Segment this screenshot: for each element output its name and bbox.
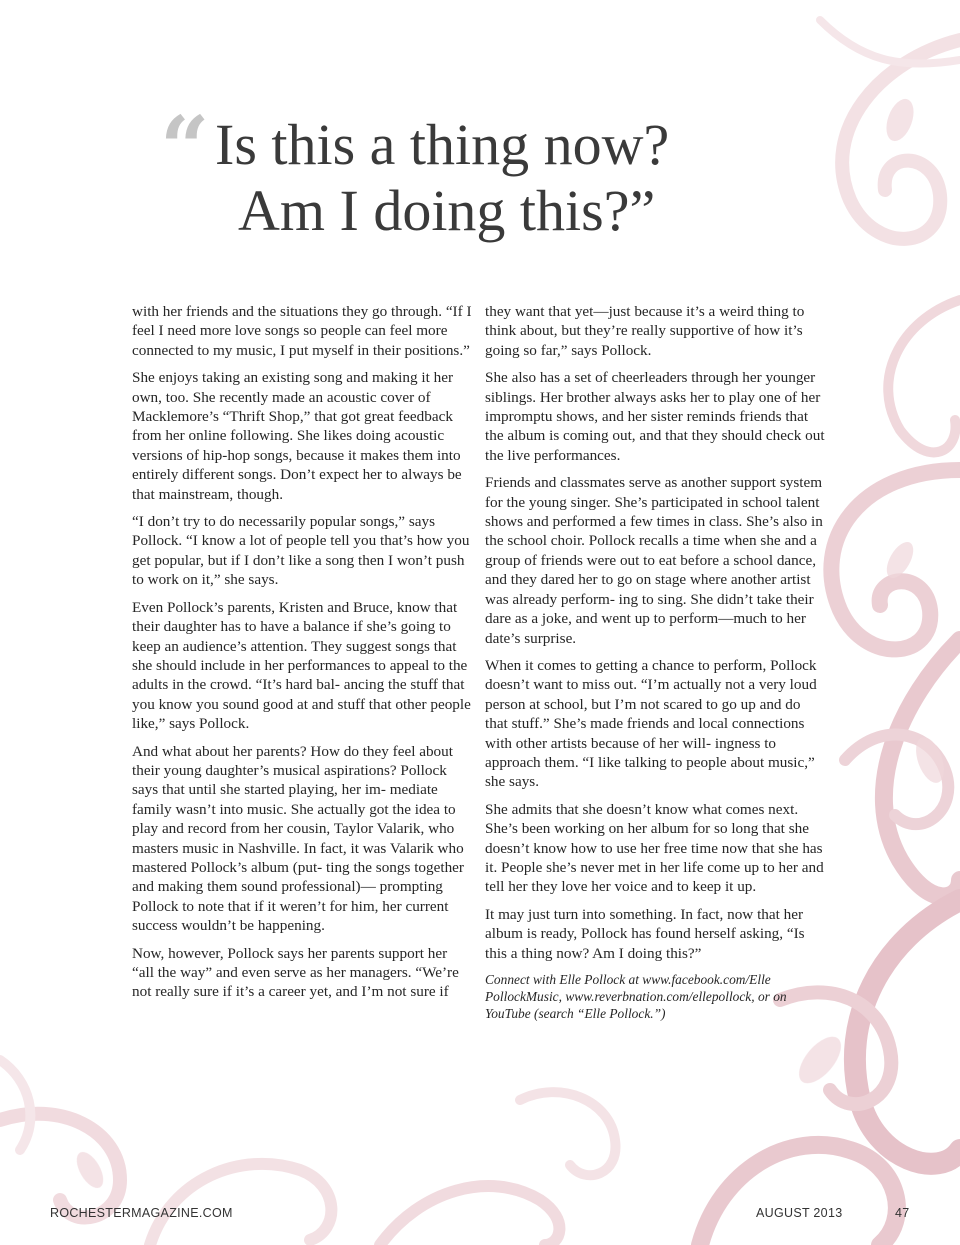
footer-website: ROCHESTERMAGAZINE.COM bbox=[50, 1206, 233, 1220]
open-quote-icon: “ bbox=[160, 98, 210, 199]
paragraph: And what about her parents? How do they feel about their young daughter’s musical aspirations? Pollock says that until she started playing, her im- mediate family wasn’t into music. She actually got the idea to play and record from her cousin, Taylor Valarik, who masters music in Nashville. In fact, it was Valarik who mastered Pollock’s album (put- ting the songs together and making them sound professional)— prompting Pollock to note that if it weren’t for him, her current success wouldn’t be happening. bbox=[132, 742, 464, 935]
contact-credit: Connect with Elle Pollock at www.facebook.com/Elle PollockMusic, www.reverbnation.com/ellepollock, or on YouTube (search “Elle Pollock.”) bbox=[485, 972, 787, 1022]
pull-quote-line-2: Am I doing this?” bbox=[238, 178, 656, 243]
paragraph: It may just turn into something. In fact, now that her album is ready, Pollock has found herself asking, “Is this a thing now? Am I doing this?” bbox=[485, 905, 805, 962]
footer-page-number: 47 bbox=[895, 1206, 910, 1220]
pull-quote-line-1: Is this a thing now? bbox=[215, 112, 670, 177]
paragraph: they want that yet—just because it’s a weird thing to think about, but they’re really supportive of how it’s going so far,” says Pollock. bbox=[485, 303, 805, 359]
paragraph: Friends and classmates serve as another support system for the young singer. She’s participated in school talent shows and performed a few times in class. She’s also in the school choir. Pollock recalls a time when she and a group of friends were out to eat before a school dance, and they dared her to go on stage where another artist was already perform- ing to sing. She didn’t take their dare as a joke, and went up to perform—much to her date’s surprise. bbox=[485, 474, 823, 647]
paragraph: with her friends and the situations they go through. “If I feel I need more love songs so people can feel more connected to my music, I put myself in their positions.” bbox=[132, 303, 472, 359]
paragraph: She also has a set of cheerleaders through her younger siblings. Her brother always asks her to play one of her impromptu shows, and her sister reminds friends that the album is coming out, and that they should check out the live performances. bbox=[485, 369, 825, 464]
paragraph: She enjoys taking an existing song and making it her own, too. She recently made an acoustic cover of Macklemore’s “Thrift Shop,” that got great feedback from her online following. She likes doing acoustic versions of hip-hop songs, because it makes them into entirely different songs. Don’t expect her to always be that mainstream, though. bbox=[132, 369, 462, 503]
paragraph: Even Pollock’s parents, Kristen and Bruce, know that their daughter has to have a balance if she’s going to keep an audience’s attention. They suggest songs that she should include in her performances to appeal to the adults in the crowd. “It’s hard bal- ancing the stuff that you know you sound good at and stuff that other people like,” says Pollock. bbox=[132, 598, 471, 733]
article-column-left bbox=[132, 302, 472, 1010]
paragraph: Now, however, Pollock says her parents support her “all the way” and even serve as her managers. “We’re not really sure if it’s a career yet, and I’m not sure if bbox=[132, 944, 459, 1001]
paragraph: She admits that she doesn’t know what comes next. She’s been working on her album for so long that she doesn’t know how to use her free time now that she has it. People she’s never met in her life come up to her and tell her they love her voice and to keep it up. bbox=[485, 800, 824, 896]
paragraph: “I don’t try to do necessarily popular songs,” says Pollock. “I know a lot of people tell you that’s how you get popular, but if I don’t like a song then I won’t push to work on it,” she says. bbox=[132, 513, 470, 589]
footer-issue-date: AUGUST 2013 bbox=[756, 1206, 843, 1220]
pull-quote bbox=[160, 98, 800, 244]
article-column-right bbox=[485, 302, 825, 1031]
paragraph: When it comes to getting a chance to perform, Pollock doesn’t want to miss out. “I’m actually not a very loud person at school, but I’m not scared to go up and do that stuff.” She’s made friends and local connections with other artists because of her will- ingness to approach them. “I like talking to people about music,” she says. bbox=[485, 656, 817, 791]
